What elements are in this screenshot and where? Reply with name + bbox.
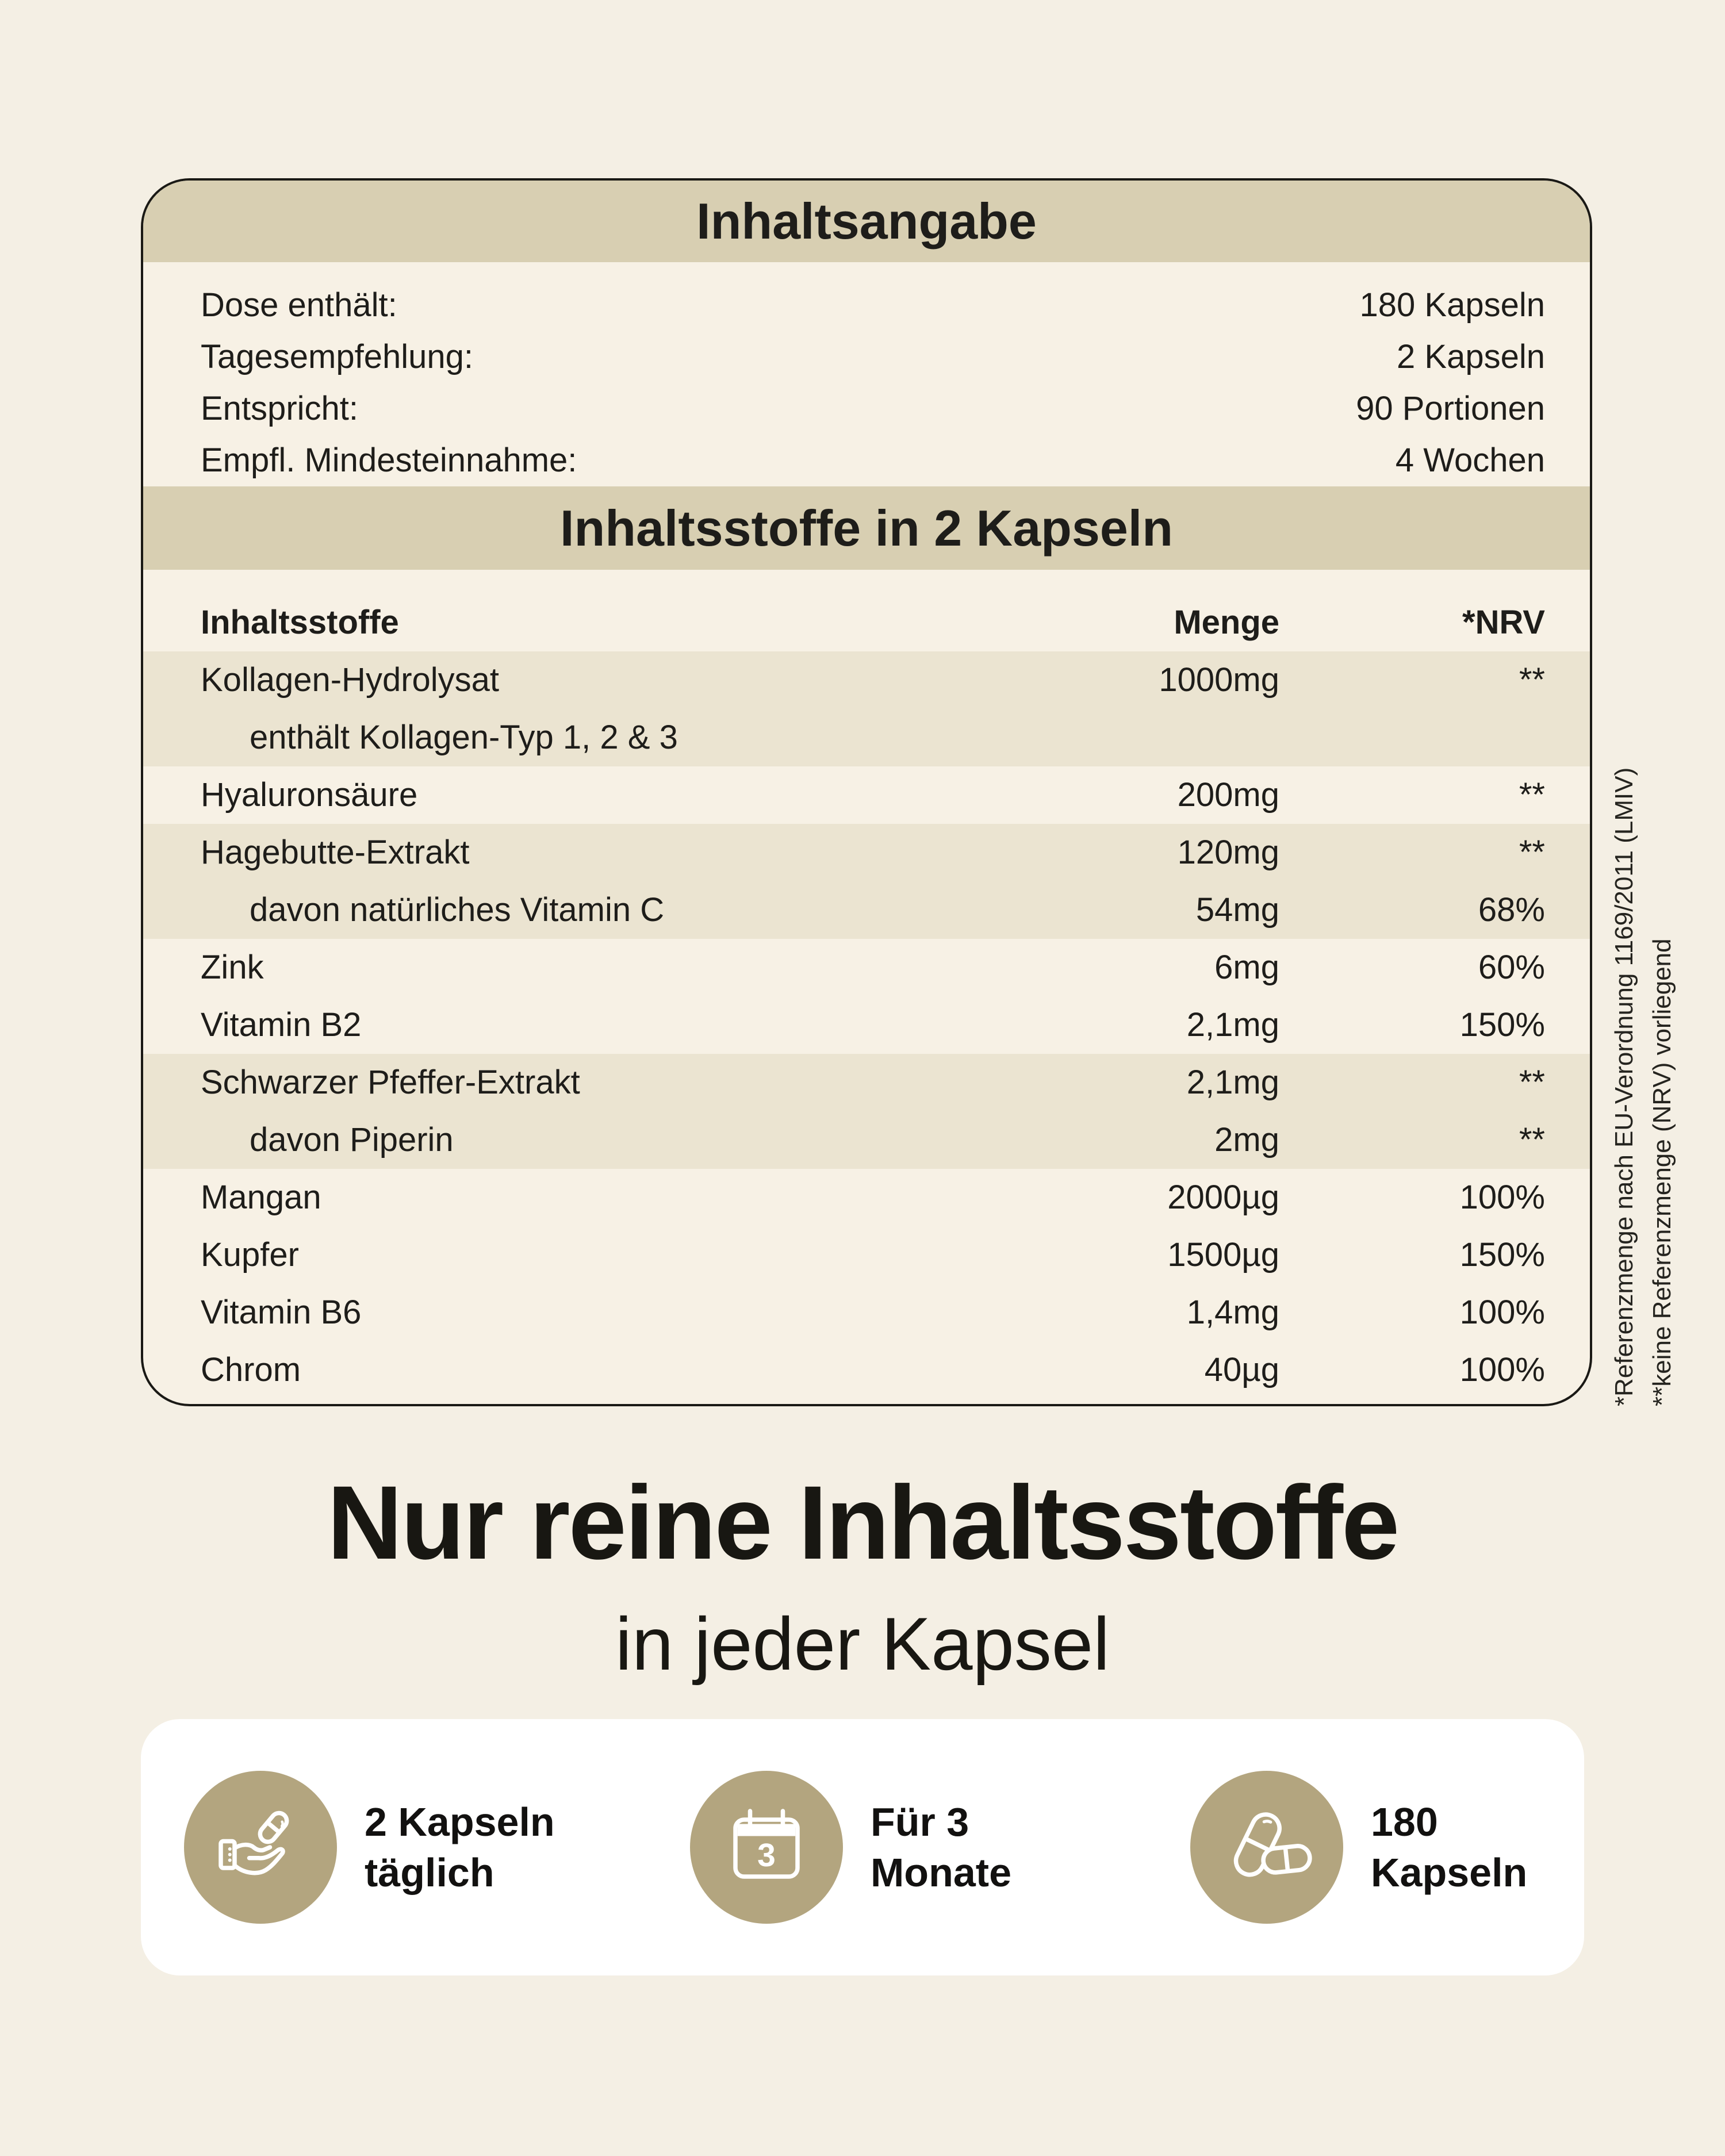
badge-line1: 180: [1371, 1800, 1438, 1844]
table-row-main: [143, 996, 1590, 1054]
ingredient-amount: 1,4mg: [1186, 1294, 1279, 1331]
ingredient-name: Mangan: [201, 1179, 321, 1216]
table-row-main: [143, 1169, 1590, 1226]
ingredient-name: Kollagen-Hydrolysat: [201, 661, 500, 699]
ingredient-subname: davon natürliches Vitamin C: [250, 891, 665, 929]
table-row-main: [143, 1054, 1590, 1111]
ingredient-amount: [969, 709, 1279, 766]
ingredient-amount: 54mg: [1195, 891, 1279, 929]
table-subrow: [143, 709, 1590, 766]
headline: Nur reine Inhaltsstoffe: [327, 1464, 1398, 1581]
table-row-main: [143, 651, 1590, 709]
ingredient-name: Hyaluronsäure: [201, 776, 418, 814]
table-row-main: [143, 766, 1590, 824]
ingredient-name: Chrom: [201, 1351, 301, 1388]
footnote-no-nrv: **keine Referenzmenge (NRV) vorliegend: [1648, 938, 1676, 1406]
info-label: Entspricht:: [201, 390, 358, 427]
badge-line1: Für 3: [871, 1800, 969, 1844]
table-row: [143, 766, 1590, 824]
ingredient-name: Vitamin B2: [201, 1006, 362, 1044]
ingredients-table: [143, 651, 1590, 1399]
table-header-row: [143, 570, 1590, 651]
table-row: [143, 1169, 1590, 1226]
table-row-main: [143, 1284, 1590, 1341]
table-subrow: [143, 1111, 1590, 1169]
table-row: [143, 824, 1590, 939]
ingredient-nrv: **: [1519, 834, 1545, 871]
ingredient-name: Zink: [201, 949, 264, 986]
badge-duration: [690, 1771, 1011, 1924]
footnote-nrv-reference: *Referenzmenge nach EU-Verordnung 1169/2011 (LMIV): [1610, 767, 1638, 1406]
ingredient-nrv: 150%: [1459, 1006, 1545, 1044]
badge-line2: Kapseln: [1371, 1850, 1528, 1895]
table-row: [143, 1341, 1590, 1399]
info-section: [143, 262, 1590, 486]
badges-card: [141, 1719, 1584, 1975]
table-row: [143, 996, 1590, 1054]
ingredient-nrv: 68%: [1478, 891, 1545, 929]
badge-capsule-count: [1190, 1771, 1527, 1924]
table-row-main: [143, 824, 1590, 881]
hand-capsule-icon: [184, 1771, 337, 1924]
ingredient-amount: 6mg: [1214, 949, 1279, 986]
table-title-band: [143, 486, 1590, 570]
info-row: [201, 331, 1545, 383]
ingredient-nrv: **: [1519, 1121, 1545, 1158]
ingredient-name: Kupfer: [201, 1236, 299, 1273]
table-row: [143, 1284, 1590, 1341]
ingredient-nrv: **: [1519, 1064, 1545, 1101]
table-row: [143, 1054, 1590, 1169]
ingredient-nrv: 100%: [1459, 1179, 1545, 1216]
badge-text: [871, 1797, 1011, 1898]
ingredient-amount: 120mg: [1177, 834, 1279, 871]
ingredient-nrv: [1279, 709, 1545, 766]
badge-line2: Monate: [871, 1850, 1011, 1895]
ingredient-subname: davon Piperin: [250, 1121, 454, 1158]
calendar-icon: [690, 1771, 843, 1924]
table-title: Inhaltsstoffe in 2 Kapseln: [560, 499, 1173, 557]
ingredient-nrv: **: [1519, 661, 1545, 699]
info-label: Tagesempfehlung:: [201, 338, 473, 375]
info-row: [201, 435, 1545, 486]
badge-text: [365, 1797, 555, 1898]
card-title-band: [143, 181, 1590, 262]
ingredient-nrv: 100%: [1459, 1294, 1545, 1331]
capsules-icon: [1190, 1771, 1343, 1924]
column-header-amount: Menge: [1174, 604, 1279, 641]
ingredient-name: Vitamin B6: [201, 1294, 362, 1331]
column-header-nrv: *NRV: [1462, 604, 1545, 641]
ingredient-nrv: **: [1519, 776, 1545, 814]
ingredient-amount: 2mg: [1214, 1121, 1279, 1158]
badge-line2: täglich: [365, 1850, 494, 1895]
ingredient-amount: 1500µg: [1167, 1236, 1279, 1273]
ingredient-nrv: 150%: [1459, 1236, 1545, 1273]
info-value: 2 Kapseln: [1397, 338, 1545, 375]
table-subrow: [143, 881, 1590, 939]
ingredient-amount: 200mg: [1177, 776, 1279, 814]
badge-line1: 2 Kapseln: [365, 1800, 555, 1844]
subheadline: in jeder Kapsel: [615, 1602, 1110, 1686]
info-label: Dose enthält:: [201, 286, 397, 324]
badge-text: [1371, 1797, 1527, 1898]
ingredient-amount: 2,1mg: [1186, 1006, 1279, 1044]
info-value: 90 Portionen: [1356, 390, 1545, 427]
contents-card: [141, 178, 1592, 1406]
ingredient-amount: 2000µg: [1167, 1179, 1279, 1216]
info-row: [201, 383, 1545, 435]
ingredient-name: Schwarzer Pfeffer-Extrakt: [201, 1064, 580, 1101]
ingredient-amount: 1000mg: [1159, 661, 1279, 699]
ingredient-name: Hagebutte-Extrakt: [201, 834, 470, 871]
footnotes: [1605, 688, 1681, 1406]
ingredient-nrv: 100%: [1459, 1351, 1545, 1388]
badge-daily-dose: [184, 1771, 555, 1924]
ingredient-nrv: 60%: [1478, 949, 1545, 986]
table-row: [143, 939, 1590, 996]
table-row-main: [143, 939, 1590, 996]
table-row: [143, 1226, 1590, 1284]
table-row-main: [143, 1226, 1590, 1284]
table-row-main: [143, 1341, 1590, 1399]
calendar-number: 3: [757, 1837, 776, 1874]
card-title: Inhaltsangabe: [696, 193, 1037, 250]
ingredient-amount: 40µg: [1204, 1351, 1279, 1388]
table-row: [143, 651, 1590, 766]
column-header-ingredient: Inhaltsstoffe: [201, 604, 399, 641]
ingredient-subname: enthält Kollagen-Typ 1, 2 & 3: [250, 719, 678, 756]
ingredient-amount: 2,1mg: [1186, 1064, 1279, 1101]
info-value: 180 Kapseln: [1359, 286, 1545, 324]
info-value: 4 Wochen: [1395, 442, 1545, 479]
info-row: [201, 279, 1545, 331]
info-label: Empfl. Mindesteinnahme:: [201, 442, 577, 479]
